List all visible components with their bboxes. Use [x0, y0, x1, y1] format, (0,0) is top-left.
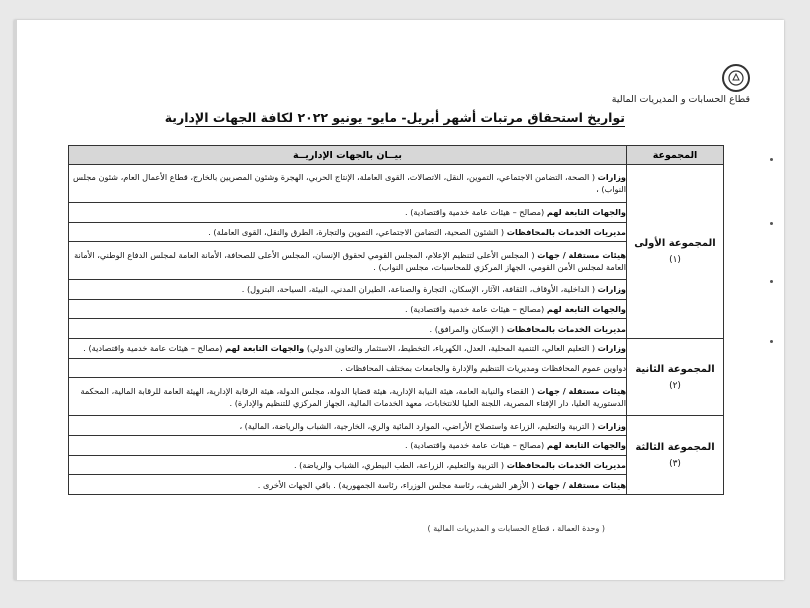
table-row	[69, 165, 724, 203]
entity-line: هيئات مستقلة / جهات ( القضاء والنيابة العامة، هيئة النيابة الإدارية، هيئة قضايا الدولة، مجلس الدولة، هيئة الرقابة الإدارية، الهيئة العامة للرقابة المالية، المحكمة الدستورية العليا، دار الإفتاء المصرية، اللجنة العليا للانتخابات، معهد الخدمات المالية، الجهاز المركزي للتنظيم والإدارة) .	[69, 378, 627, 416]
table-row	[69, 299, 724, 319]
entity-line: وزارات ( التربية والتعليم، الزراعة واستصلاح الأراضي، الموارد المائية والري، الخارجية، الشباب والرياضة، المالية) ،	[69, 416, 627, 436]
entity-line: مديريات الخدمات بالمحافظات ( الإسكان والمرافق) .	[69, 319, 627, 339]
group-number: (٣)	[669, 458, 681, 469]
entity-line: وزارات ( الصحة، التضامن الاجتماعي، التموين، النقل، الاتصالات، القوى العاملة، الإنتاج الحربي، الهجرة وشئون المصريين بالخارج، قطاع الأعمال العام، شئون مجلس النواب) ،	[69, 165, 627, 203]
entity-line: دواوين عموم المحافظات ومديريات التنظيم والإدارة والجامعات بمختلف المحافظات .	[69, 358, 627, 378]
entity-line: هيئات مستقلة / جهات ( الأزهر الشريف، رئاسة مجلس الوزراء، رئاسة الجمهورية) . باقي الجهات الأخرى .	[69, 475, 627, 495]
entity-line: والجهات التابعة لهم (مصالح – هيئات عامة خدمية واقتصادية) .	[69, 299, 627, 319]
group-cell	[627, 339, 724, 416]
table-row	[69, 435, 724, 455]
table-row	[69, 416, 724, 436]
group-name: المجموعة الأولى	[634, 238, 716, 250]
column-header-group: المجموعة	[627, 146, 724, 165]
table-row	[69, 319, 724, 339]
entity-line: مديريات الخدمات بالمحافظات ( الشئون الصحية، التضامن الاجتماعي، التموين والتجارة، الطرق والنقل، القوى العاملة) .	[69, 222, 627, 242]
table-row	[69, 358, 724, 378]
table-row	[69, 222, 724, 242]
table-row	[69, 242, 724, 280]
ministry-seal-icon	[722, 64, 750, 92]
table-row	[69, 475, 724, 495]
column-header-statement: بيــان بالجهات الإداريــة	[69, 146, 627, 165]
table-header-row	[69, 146, 724, 165]
entity-line: مديريات الخدمات بالمحافظات ( التربية والتعليم، الزراعة، الطب البيطري، الشباب والرياضة) .	[69, 455, 627, 475]
groups-table	[68, 145, 724, 495]
table-row	[69, 455, 724, 475]
margin-dot	[770, 280, 773, 283]
entity-line: والجهات التابعة لهم (مصالح – هيئات عامة خدمية واقتصادية) .	[69, 435, 627, 455]
entity-line: هيئات مستقلة / جهات ( المجلس الأعلى لتنظيم الإعلام، المجلس القومي لحقوق الإنسان، المجلس الأعلى للصحافة، الأمانة العامة لمجلس الدفاع الوطني، الأمانة العامة لمجلس الأمن القومي، الجهاز المركزي للمحاسبات، مجلس النواب) .	[69, 242, 627, 280]
group-cell	[627, 416, 724, 495]
page-edge	[14, 20, 17, 580]
group-number: (٢)	[669, 380, 681, 391]
table-row	[69, 339, 724, 359]
sector-name: قطاع الحسابات و المديريات المالية	[611, 94, 750, 105]
margin-dot	[770, 222, 773, 225]
margin-dot	[770, 158, 773, 161]
group-name: المجموعة الثالثة	[635, 441, 715, 453]
letterhead	[550, 64, 750, 104]
margin-dot	[770, 340, 773, 343]
table-row	[69, 378, 724, 416]
group-name: المجموعة الثانية	[635, 363, 715, 375]
entity-line: وزارات ( التعليم العالي، التنمية المحلية، العدل، الكهرباء، التخطيط، الاستثمار والتعاون الدولي) والجهات التابعة لهم (مصالح – هيئات عامة خدمية واقتصادية) .	[69, 339, 627, 359]
group-number: (١)	[669, 255, 681, 266]
table-row	[69, 280, 724, 300]
table-row	[69, 202, 724, 222]
entity-line: وزارات ( الداخلية، الأوقاف، الثقافة، الآثار، الإسكان، التجارة والصناعة، الطيران المدني، البيئة، السياحة، البترول) .	[69, 280, 627, 300]
entity-line: والجهات التابعة لهم (مصالح – هيئات عامة خدمية واقتصادية) .	[69, 202, 627, 222]
page-title: تواريخ استحقاق مرتبات أشهر أبريل- مايو- يونيو ٢٠٢٢ لكافة الجهات الإدارية	[164, 110, 625, 125]
group-cell	[627, 165, 724, 339]
footnote: ( وحدة العمالة ، قطاع الحسابات و المديريات المالية )	[427, 524, 605, 533]
